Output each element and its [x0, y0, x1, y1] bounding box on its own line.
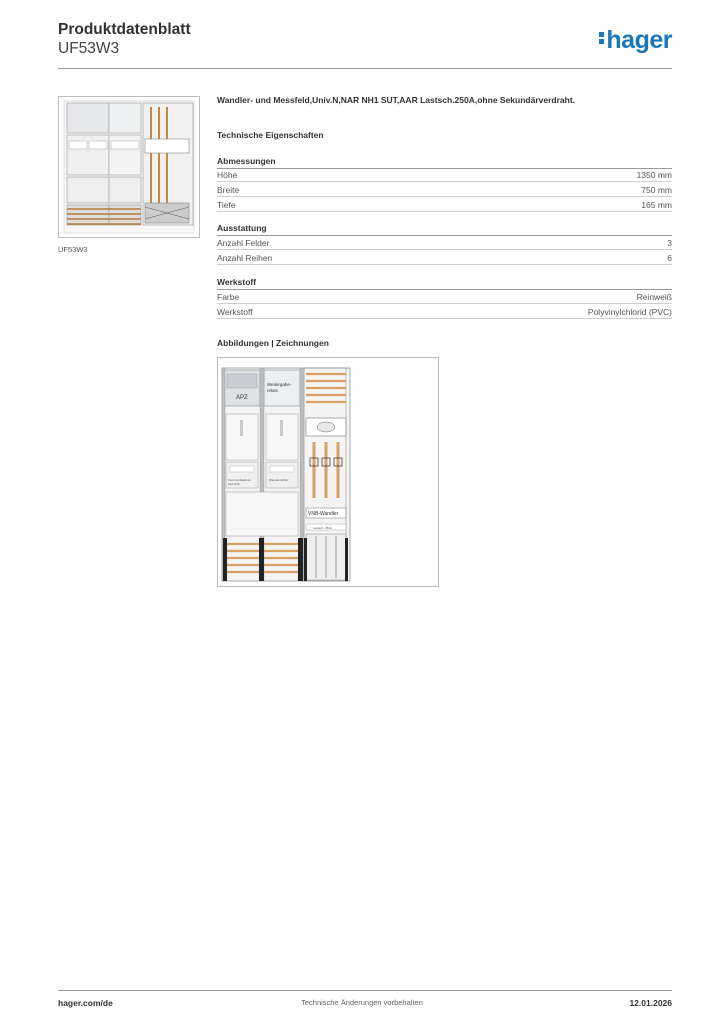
spec-row	[217, 290, 672, 304]
product-code: UF53W3	[58, 40, 120, 57]
spec-value: 750 mm	[641, 185, 672, 195]
lastschalter-label: Lastsch. 250A	[313, 526, 333, 530]
kommunikation-label: Kommunikations-	[228, 478, 252, 482]
spec-value: 6	[667, 253, 672, 263]
product-image	[58, 96, 200, 238]
page-title: Produktdatenblatt	[58, 21, 191, 38]
section-heading-dimensions: Abmessungen	[217, 156, 672, 169]
section-heading-material: Werkstoff	[217, 277, 672, 290]
spec-label: Farbe	[217, 292, 240, 302]
distribution-board-drawing-icon	[218, 358, 438, 586]
spec-row	[217, 168, 672, 182]
section-heading-equipment: Ausstattung	[217, 223, 672, 236]
spec-row	[217, 251, 672, 265]
logo-text: hager	[606, 26, 672, 54]
spec-row	[217, 183, 672, 197]
hager-logo	[599, 26, 672, 55]
spec-value: Reinweiß	[636, 292, 672, 302]
spec-label: Breite	[217, 185, 240, 195]
spec-value: 1350 mm	[636, 170, 672, 180]
relay-label: Weitergabe-	[267, 382, 292, 387]
spec-label: Höhe	[217, 170, 238, 180]
tech-heading: Technische Eigenschaften	[217, 130, 324, 140]
spec-value: 3	[667, 238, 672, 248]
spec-value: Polyvinylchlorid (PVC)	[587, 307, 672, 317]
spec-row	[217, 305, 672, 319]
product-photo-icon	[59, 97, 199, 237]
spec-label: Werkstoff	[217, 307, 253, 317]
technical-drawing	[217, 357, 439, 587]
product-image-caption: UF53W3	[58, 245, 88, 254]
footer-notice: Technische Änderungen vorbehalten	[301, 998, 423, 1007]
footer-date: 12.01.2026	[629, 998, 672, 1008]
spec-value: 165 mm	[641, 200, 672, 210]
spec-label: Anzahl Felder	[217, 238, 270, 248]
spec-label: Tiefe	[217, 200, 236, 210]
spec-label: Anzahl Reihen	[217, 253, 273, 263]
kommunikation-label-2: feld (KS)	[228, 482, 240, 486]
logo-colon-icon	[599, 30, 604, 46]
relay-label-2: relais	[267, 388, 278, 393]
spec-row	[217, 198, 672, 212]
vnb-wandler-label: VNB-Wandler	[308, 511, 339, 517]
apz-label: APZ	[236, 395, 248, 401]
spec-row	[217, 236, 672, 250]
footer-website-link[interactable]: hager.com/de	[58, 998, 113, 1008]
product-description: Wandler- und Messfeld,Univ.N,NAR NH1 SUT,AAR Lastsch.250A,ohne Sekundärverdraht.	[217, 95, 576, 105]
footer-divider	[58, 990, 672, 991]
section-heading-drawings: Abbildungen | Zeichnungen	[217, 338, 329, 348]
wandlerzaehler-label: Wandlerzähler	[269, 478, 289, 482]
header-divider	[58, 68, 672, 69]
